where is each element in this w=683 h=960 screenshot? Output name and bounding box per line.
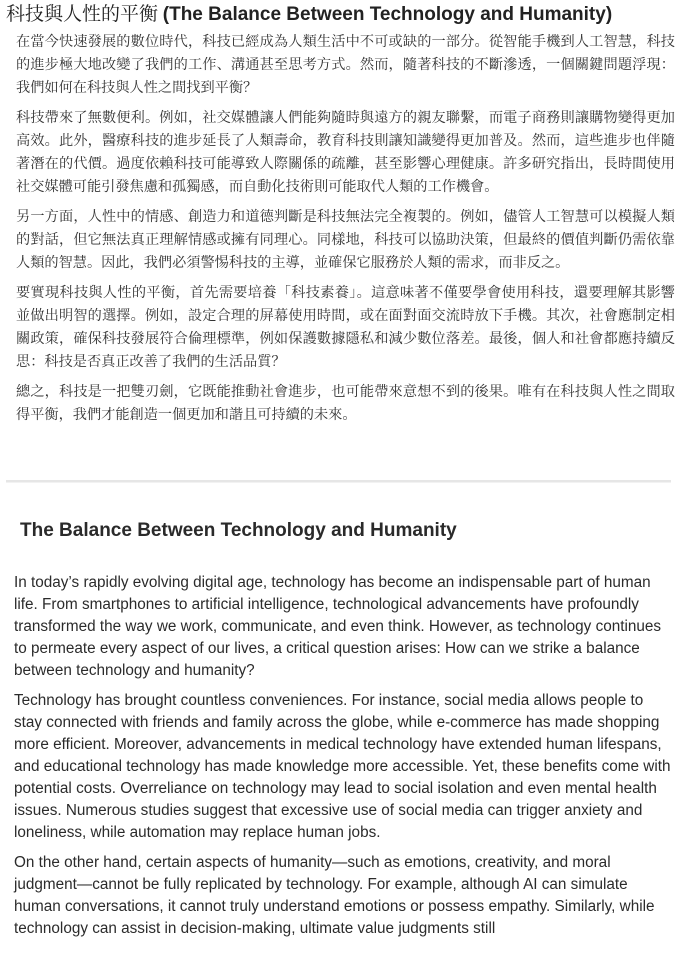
chinese-paragraph-2: 科技帶來了無數便利。例如，社交媒體讓人們能夠隨時與遠方的親友聯繫，而電子商務則讓購物變得更加高效。此外，醫療科技的進步延長了人類壽命，教育科技則讓知識變得更加普及。然而，這些進步也伴隨著潛在的代價。過度依賴科技可能導致人際關係的疏離，甚至影響心理健康。許多研究指出，長時間使用社交媒體可能引發焦慮和孤獨感，而自動化技術則可能取代人類的工作機會。 (16, 110, 675, 195)
chinese-article (0, 0, 683, 427)
title-chinese-text: 科技與人性的平衡 (6, 3, 159, 25)
chinese-article-title (6, 2, 675, 27)
chinese-paragraph-1: 在當今快速發展的數位時代，科技已經成為人類生活中不可或缺的一部分。從智能手機到人工智慧，科技的進步極大地改變了我們的工作、溝通甚至思考方式。然而，隨著科技的不斷滲透，一個關鍵問題浮現：我們如何在科技與人性之間找到平衡？ (16, 34, 675, 96)
english-article-title: The Balance Between Technology and Humanity (20, 520, 457, 541)
title-english-text: (The Balance Between Technology and Humanity) (162, 4, 613, 25)
english-paragraph-2: Technology has brought countless conveniences. For instance, social media allows people to stay connected with friends and family across the globe, while e-commerce has made shopping more efficient. Moreover, advancements in medical technology have extended human lifespans, and educational technology has made knowledge more accessible. Yet, these benefits come with potential costs. Overreliance on technology may lead to social isolation and even mental health issues. Numerous studies suggest that excessive use of social media can trigger anxiety and loneliness, while automation may replace human jobs. (14, 692, 671, 841)
english-paragraph-1: In today’s rapidly evolving digital age, technology has become an indispensable part of human life. From smartphones to artificial intelligence, technological advancements have profoundly transformed the way we work, communicate, and even think. However, as technology continues to permeate every aspect of our lives, a critical question arises: How can we strike a balance between technology and humanity? (14, 574, 662, 679)
english-paragraph-3: On the other hand, certain aspects of humanity—such as emotions, creativity, and moral judgment—cannot be fully replicated by technology. For example, although AI can simulate human conversations, it cannot truly understand emotions or possess empathy. Similarly, while technology can assist in decision-making, ultimate value judgments still (14, 854, 655, 937)
chinese-paragraph-4: 要實現科技與人性的平衡，首先需要培養「科技素養」。這意味著不僅要學會使用科技，還要理解其影響並做出明智的選擇。例如，設定合理的屏幕使用時間，或在面對面交流時放下手機。其次，社會應制定相關政策，確保科技發展符合倫理標準，例如保護數據隱私和減少數位落差。最後，個人和社會都應持續反思：科技是否真正改善了我們的生活品質？ (16, 285, 675, 370)
section-divider (6, 480, 671, 483)
english-article (14, 518, 673, 948)
chinese-paragraph-3: 另一方面，人性中的情感、創造力和道德判斷是科技無法完全複製的。例如，儘管人工智慧可以模擬人類的對話，但它無法真正理解情感或擁有同理心。同樣地，科技可以協助決策，但最終的價值判斷仍需依靠人類的智慧。因此，我們必須警惕科技的主導，並確保它服務於人類的需求，而非反之。 (16, 209, 675, 271)
chinese-paragraph-5: 總之，科技是一把雙刃劍，它既能推動社會進步，也可能帶來意想不到的後果。唯有在科技與人性之間取得平衡，我們才能創造一個更加和諧且可持續的未來。 (16, 384, 675, 423)
